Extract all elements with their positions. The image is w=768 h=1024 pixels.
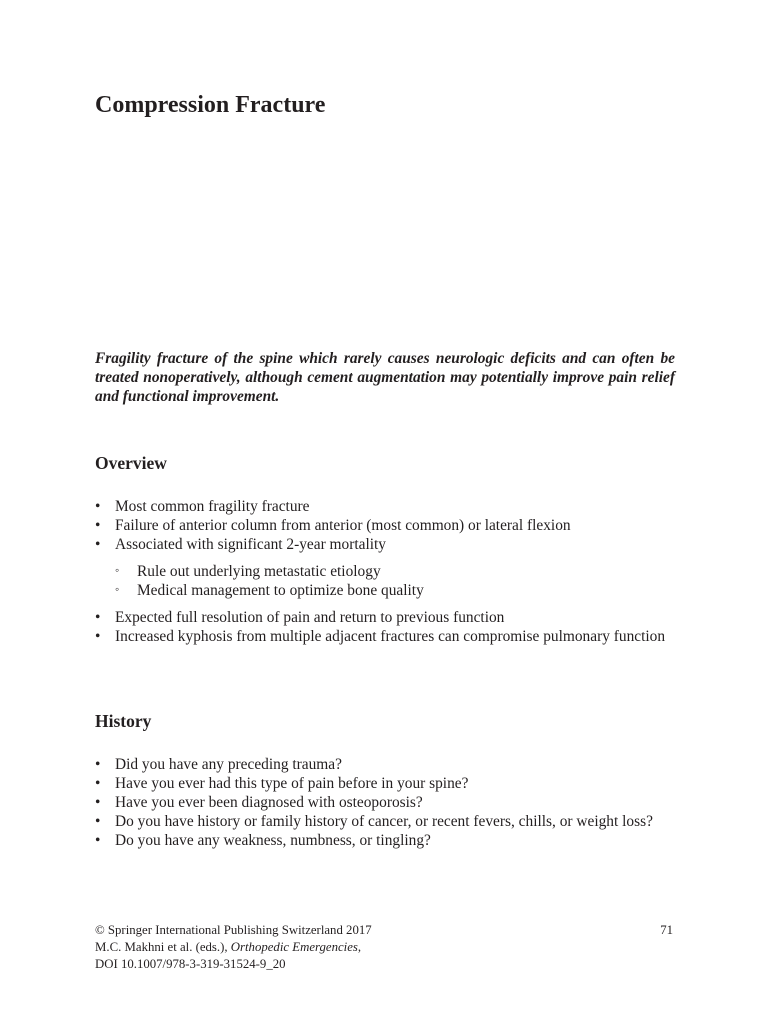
citation-line (95, 939, 675, 956)
bullet-icon: • (95, 813, 101, 830)
doi-line: DOI 10.1007/978-3-319-31524-9_20 (95, 957, 286, 971)
chapter-abstract: Fragility fracture of the spine which rarely causes neurologic deficits and can often be treated nonoperatively, although cement augmentation may potentially improve pain relief and functional improvement. (95, 350, 675, 405)
editors-text: M.C. Makhni et al. (eds.), (95, 940, 231, 954)
bullet-icon: • (95, 498, 101, 515)
history-heading: History (95, 711, 152, 731)
bullet-icon: • (95, 536, 101, 553)
list-item (95, 516, 685, 535)
list-item (95, 627, 685, 646)
list-item-text: Most common fragility fracture (115, 498, 310, 515)
sub-bullet-icon: ◦ (115, 563, 120, 577)
list-item (95, 793, 685, 812)
list-item-text: Do you have any weakness, numbness, or tingling? (115, 832, 431, 849)
bullet-icon: • (95, 832, 101, 849)
list-item-text: Have you ever been diagnosed with osteoporosis? (115, 794, 423, 811)
copyright-line: © Springer International Publishing Switzerland 2017 (95, 923, 372, 937)
list-item (95, 774, 685, 793)
list-item (95, 755, 685, 774)
list-item-text: Associated with significant 2-year mortality (115, 536, 386, 553)
list-item (95, 497, 685, 516)
list-item (95, 608, 685, 627)
bullet-icon: • (95, 775, 101, 792)
chapter-title: Compression Fracture (95, 92, 326, 118)
editors-suffix: , (357, 940, 362, 954)
page-number: 71 (660, 923, 673, 937)
history-bullet-list (95, 755, 685, 850)
overview-heading: Overview (95, 453, 167, 473)
bullet-icon: • (95, 628, 101, 645)
overview-bullet-list (95, 497, 685, 554)
copyright-footer (95, 922, 675, 973)
list-item-text: Rule out underlying metastatic etiology (137, 563, 381, 580)
list-item-text: Failure of anterior column from anterior (most common) or lateral flexion (115, 517, 571, 534)
list-item-text: Do you have history or family history of cancer, or recent fevers, chills, or weight loss? (115, 813, 653, 830)
list-item (95, 535, 685, 554)
bullet-icon: • (95, 609, 101, 626)
sub-bullet-icon: ◦ (115, 582, 120, 596)
list-item (95, 831, 685, 850)
list-item-text: Did you have any preceding trauma? (115, 756, 342, 773)
book-title: Orthopedic Emergencies (230, 940, 358, 954)
list-item-text: Increased kyphosis from multiple adjacent fractures can compromise pulmonary function (115, 628, 666, 645)
bullet-icon: • (95, 756, 101, 773)
list-item-text: Expected full resolution of pain and return to previous function (115, 609, 505, 626)
bullet-icon: • (95, 794, 101, 811)
list-item-text: Medical management to optimize bone quality (137, 582, 424, 599)
list-item (115, 581, 675, 600)
overview-sub-bullet-list (115, 562, 675, 600)
list-item (115, 562, 675, 581)
list-item-text: Have you ever had this type of pain before in your spine? (115, 775, 469, 792)
overview-bullet-list-continued (95, 608, 685, 646)
list-item (95, 812, 685, 831)
bullet-icon: • (95, 517, 101, 534)
